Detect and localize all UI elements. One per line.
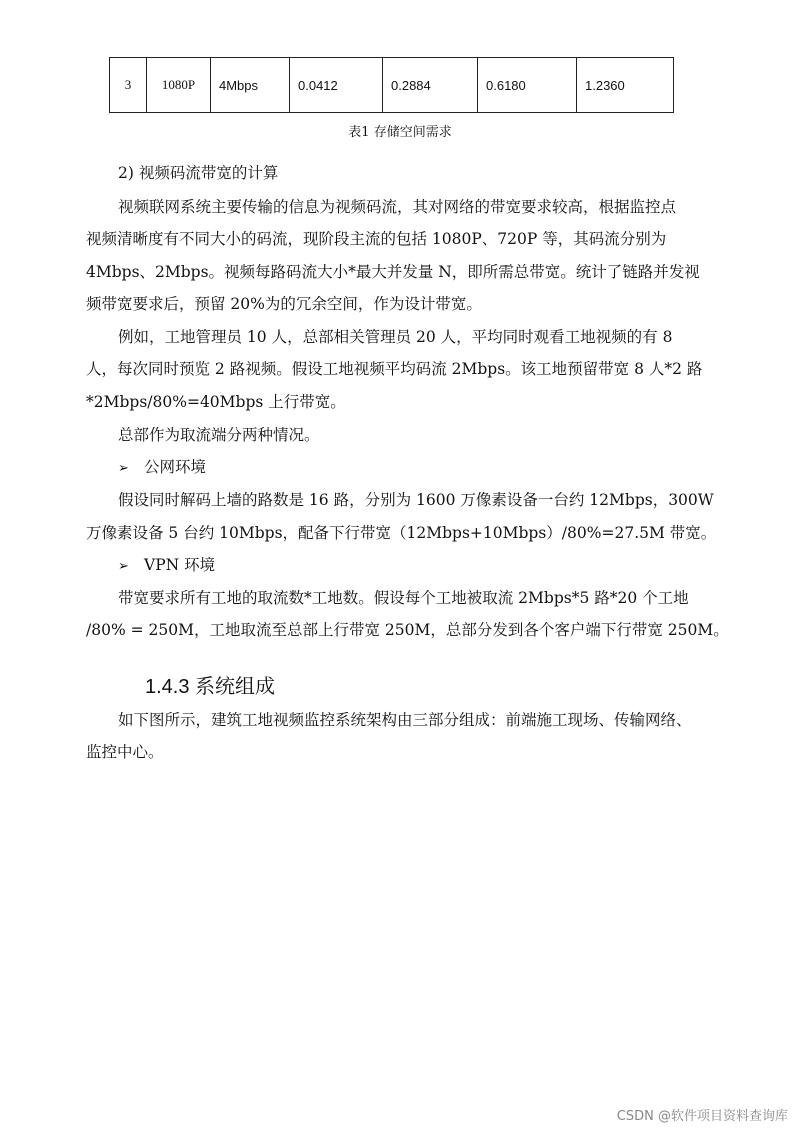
paragraph-line: 视频联网系统主要传输的信息为视频码流，其对网络的带宽要求较高，根据监控点 (118, 198, 677, 216)
bullet-arrow-icon: ➢ (118, 461, 129, 476)
paragraph-line: *2Mbps/80%=40Mbps 上行带宽。 (86, 393, 346, 411)
section-heading: 1.4.3 系统组成 (145, 676, 276, 698)
paragraph-line: 人，每次同时预览 2 路视频。假设工地视频平均码流 2Mbps。该工地预留带宽 8 人*2 路 (86, 360, 703, 378)
bullet-label: 公网环境 (144, 458, 207, 476)
table-cell-bitrate: 4Mbps (211, 58, 290, 113)
table-cell-value-2: 0.2884 (383, 58, 478, 113)
paragraph-line: 4Mbps、2Mbps。视频每路码流大小*最大并发量 N，即所需总带宽。统计了链路并发视 (86, 263, 700, 281)
paragraph-line: 万像素设备 5 台约 10Mbps，配备下行带宽（12Mbps+10Mbps）/80%=27.5M 带宽。 (86, 524, 717, 542)
bullet-vpn (118, 555, 215, 577)
section-2-title: 2) 视频码流带宽的计算 (118, 164, 279, 182)
paragraph-line: 总部作为取流端分两种情况。 (118, 426, 320, 444)
table-caption: 表1 存储空间需求 (348, 125, 452, 140)
paragraph-line: 例如，工地管理员 10 人，总部相关管理员 20 人，平均同时观看工地视频的有 8 (118, 328, 673, 346)
table-cell-value-4: 1.2360 (577, 58, 674, 113)
bullet-arrow-icon: ➢ (118, 559, 129, 574)
table-row (110, 58, 674, 113)
table-cell-resolution: 1080P (147, 58, 211, 113)
paragraph-line: 如下图所示，建筑工地视频监控系统架构由三部分组成：前端施工现场、传输网络、 (118, 711, 692, 729)
paragraph-line: /80% = 250M，工地取流至总部上行带宽 250M，总部分发到各个客户端下行带宽 250M。 (86, 621, 729, 639)
table-cell-value-1: 0.0412 (290, 58, 383, 113)
table-cell-index: 3 (110, 58, 147, 113)
bullet-label: VPN 环境 (144, 556, 216, 574)
bullet-public-network (118, 457, 206, 479)
paragraph-line: 视频清晰度有不同大小的码流，现阶段主流的包括 1080P、720P 等，其码流分别为 (86, 230, 667, 248)
paragraph-line: 带宽要求所有工地的取流数*工地数。假设每个工地被取流 2Mbps*5 路*20 个工地 (118, 589, 689, 607)
watermark: CSDN @软件项目资料查询库 (616, 1109, 788, 1124)
paragraph-line: 频带宽要求后，预留 20%为的冗余空间，作为设计带宽。 (86, 295, 482, 313)
paragraph-line: 假设同时解码上墙的路数是 16 路，分别为 1600 万像素设备一台约 12Mbps，300W (118, 491, 714, 509)
table-cell-value-3: 0.6180 (478, 58, 577, 113)
paragraph-line: 监控中心。 (86, 743, 164, 761)
storage-table (109, 57, 674, 113)
